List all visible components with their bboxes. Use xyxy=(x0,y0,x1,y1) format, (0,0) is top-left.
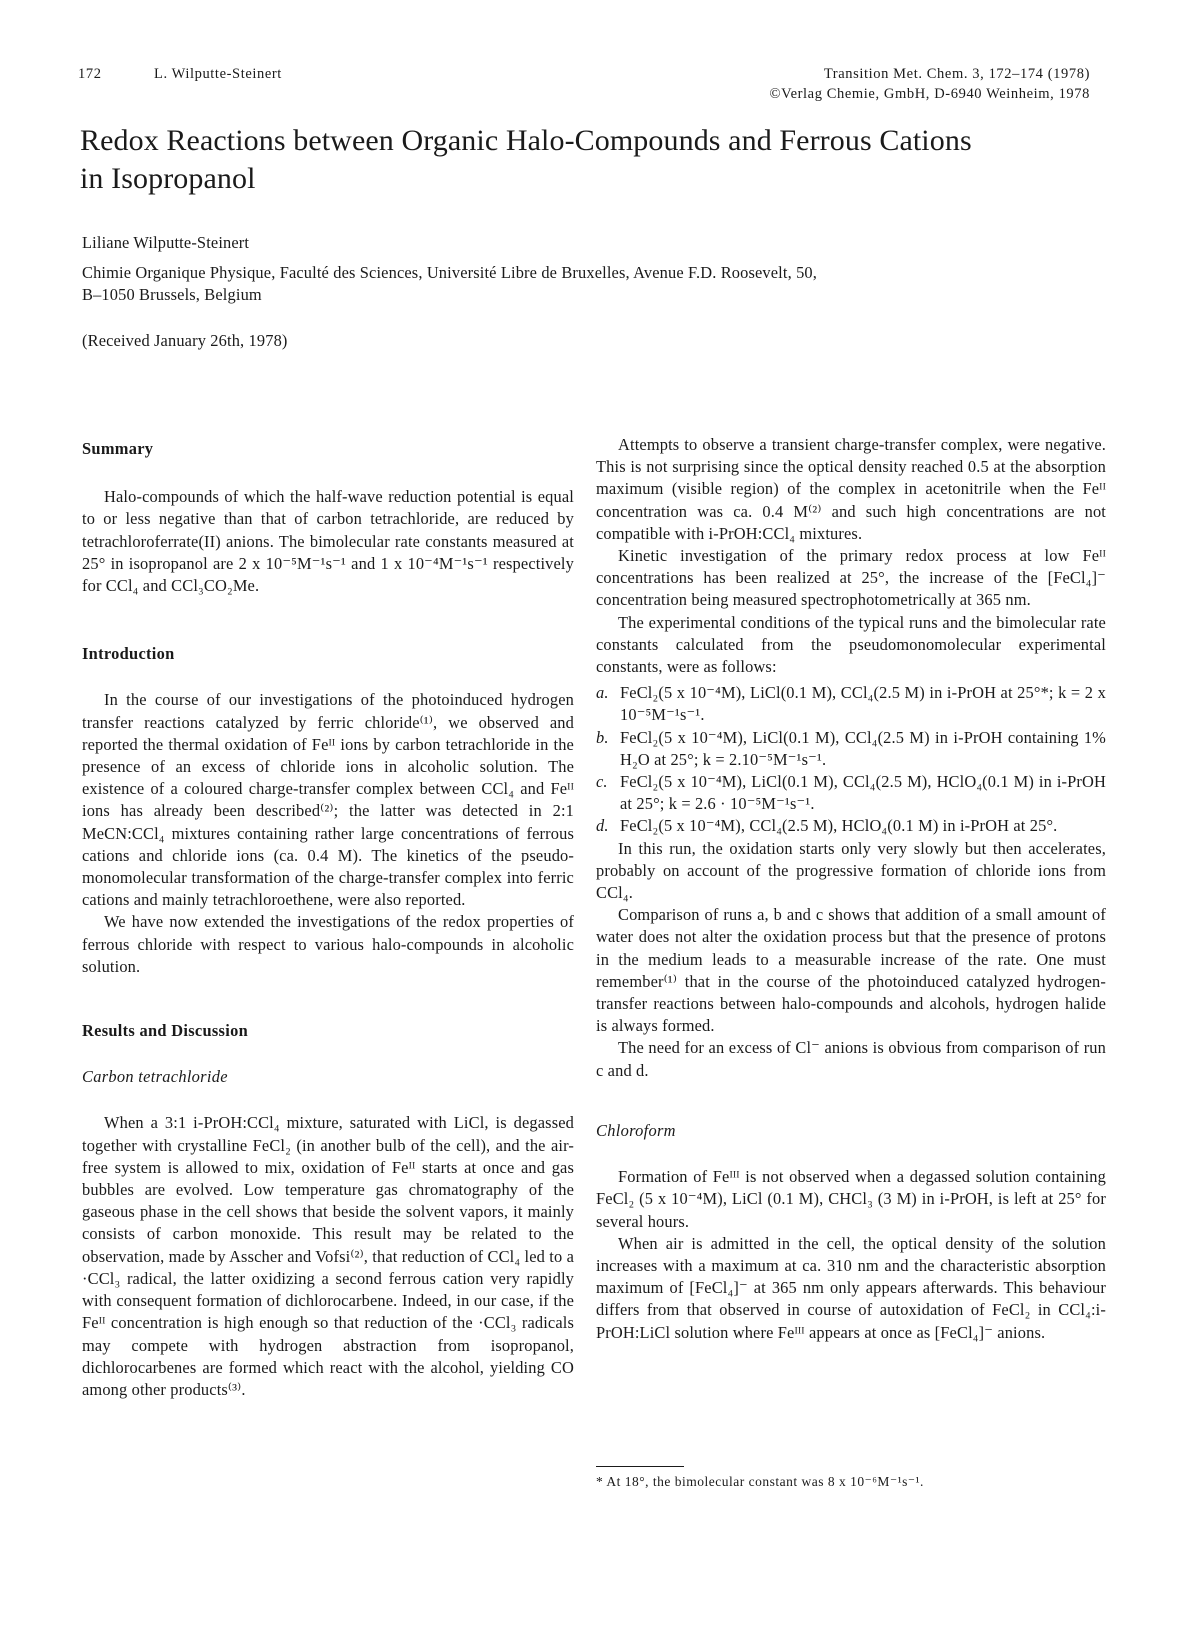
run-label: c. xyxy=(596,772,608,792)
affiliation xyxy=(82,262,1102,306)
title-line-1: Redox Reactions between Organic Halo-Compounds and Ferrous Cations xyxy=(80,124,972,157)
title-line-2: in Isopropanol xyxy=(80,162,256,195)
summary-heading: Summary xyxy=(82,439,154,458)
journal-citation: Transition Met. Chem. 3, 172–174 (1978) xyxy=(823,66,1090,82)
right-paragraph-5: Comparison of runs a, b and c shows that addition of a small amount of water does not alter the oxidation process but that the presence of protons in the medium leads to a measurable increase of the rate. One must remember⁽¹⁾ that in the course of the photoinduced catalyzed hydrogen-transfer reactions between halo-compounds and alcohols, hydrogen halide is always formed. xyxy=(596,905,1106,1036)
right-paragraph-8: When air is admitted in the cell, the optical density of the solution increases with a maximum at ca. 310 nm and the characteristic absorption maximum of [FeCl₄]⁻ at 365 nm only appears afterwards. This behaviour differs from that observed in course of autoxidation of FeCl₂ in CCl₄:i-PrOH:LiCl solution where Feᴵᴵᴵ appears at once as [FeCl₄]⁻ anions. xyxy=(596,1233,1106,1342)
run-text: FeCl₂(5 x 10⁻⁴M), CCl₄(2.5 M), HClO₄(0.1 M) in i-PrOH at 25°. xyxy=(620,816,1058,836)
page-number: 172 xyxy=(78,66,102,82)
footnote: * At 18°, the bimolecular constant was 8 x 10⁻⁶M⁻¹s⁻¹. xyxy=(596,1474,924,1489)
introduction-heading: Introduction xyxy=(82,644,175,664)
results-paragraph-1: When a 3:1 i-PrOH:CCl₄ mixture, saturated with LiCl, is degassed together with crystalline FeCl₂ (in another bulb of the cell), and the air-free system is allowed to mix, oxidation of Feᴵᴵ starts at once and gas bubbles are evolved. Low temperature gas chromatography of the gaseous phase in the cell shows that beside the solvent vapors, it mainly consists of carbon monoxide. This result may be related to the observation, made by Asscher and Vofsi⁽²⁾, that reduction of CCl₄ led to a ·CCl₃ radical, the latter oxidizing a second ferrous cation very rapidly with consequent formation of dichlorocarbene. Indeed, in our case, if the Feᴵᴵ concentration is high enough so that reduction of the ·CCl₃ radicals may compete with hydrogen abstraction from isopropanol, dichlorocarbenes are formed which react with the alcohol, yielding CO among other products⁽³⁾. xyxy=(82,1113,574,1399)
run-label: b. xyxy=(596,727,609,747)
list-item xyxy=(596,682,1106,726)
right-paragraph-1: Attempts to observe a transient charge-transfer complex, were negative. This is not surprising since the optical density reached 0.5 at the absorption maximum (visible region) of the complex in acetonitrile when the Feᴵᴵ concentration was ca. 0.4 M⁽²⁾ and such high concentrations are not compatible with i-PrOH:CCl₄ mixtures. xyxy=(596,435,1106,543)
right-column xyxy=(596,434,1106,1344)
right-paragraph-6: The need for an excess of Cl⁻ anions is obvious from comparison of run c and d. xyxy=(596,1038,1106,1080)
chloroform-subheading: Chloroform xyxy=(596,1120,676,1140)
received-date: (Received January 26th, 1978) xyxy=(82,331,288,350)
run-text: FeCl₂(5 x 10⁻⁴M), LiCl(0.1 M), CCl₄(2.5 M) in i-PrOH containing 1% H₂O at 25°; k = 2.10⁻⁵M⁻¹s⁻¹. xyxy=(620,727,1106,769)
carbon-tetrachloride-subheading: Carbon tetrachloride xyxy=(82,1067,228,1087)
list-item xyxy=(596,727,1106,771)
right-paragraph-2: Kinetic investigation of the primary redox process at low Feᴵᴵ concentrations has been realized at 25°, the increase of the [FeCl₄]⁻ concentration being measured spectrophotometrically at 365 nm. xyxy=(596,546,1106,610)
run-text: FeCl₂(5 x 10⁻⁴M), LiCl(0.1 M), CCl₄(2.5 M) in i-PrOH at 25°*; k = 2 x 10⁻⁵M⁻¹s⁻¹. xyxy=(620,683,1106,725)
running-author: L. Wilputte-Steinert xyxy=(154,66,282,82)
run-label: a. xyxy=(596,683,609,703)
right-paragraph-3: The experimental conditions of the typical runs and the bimolecular rate constants calculated from the pseudomonomolecular experimental constants, were as follows: xyxy=(596,612,1106,677)
author-name: Liliane Wilputte-Steinert xyxy=(82,233,250,252)
introduction-paragraph-1: In the course of our investigations of the photoinduced hydrogen transfer reactions catalyzed by ferric chloride⁽¹⁾, we observed and reported the thermal oxidation of Feᴵᴵ ions by carbon tetrachloride in the presence of an excess of chloride ions in alcoholic solution. The existence of a coloured charge-transfer complex between CCl₄ and Feᴵᴵ ions has already been described⁽²⁾; the latter was detected in 2:1 MeCN:CCl₄ mixtures containing rather large concentrations of ferrous cations and chloride ions (ca. 0.4 M). The kinetics of the pseudo-monomolecular transformation of the charge-transfer complex into ferric cations and mainly tetrachloroethene, were also reported. xyxy=(82,690,574,910)
right-paragraph-4: In this run, the oxidation starts only very slowly but then accelerates, probably on account of the progressive formation of chloride ions from CCl₄. xyxy=(596,838,1106,903)
left-column xyxy=(82,438,574,1401)
list-item xyxy=(596,771,1106,815)
affiliation-line-2: B–1050 Brussels, Belgium xyxy=(82,285,262,305)
article-title xyxy=(80,122,1130,198)
run-label: d. xyxy=(596,816,609,836)
introduction-paragraph-2: We have now extended the investigations of the redox properties of ferrous chloride with respect to various halo-compounds in alcoholic solution. xyxy=(82,912,574,976)
affiliation-line-1: Chimie Organique Physique, Faculté des Sciences, Université Libre de Bruxelles, Avenue F.D. Roosevelt, 50, xyxy=(82,263,818,282)
list-item xyxy=(596,815,1106,837)
summary-text: Halo-compounds of which the half-wave reduction potential is equal to or less negative than that of carbon tetrachloride, are reduced by tetrachloroferrate(II) anions. The bimolecular rate constants measured at 25° in isopropanol are 2 x 10⁻⁵M⁻¹s⁻¹ and 1 x 10⁻⁴M⁻¹s⁻¹ respectively for CCl₄ and CCl₃CO₂Me. xyxy=(82,487,574,596)
publisher-line: ©Verlag Chemie, GmbH, D-6940 Weinheim, 1978 xyxy=(769,86,1090,102)
right-paragraph-7: Formation of Feᴵᴵᴵ is not observed when a degassed solution containing FeCl₂ (5 x 10⁻⁴M), LiCl (0.1 M), CHCl₃ (3 M) in i-PrOH, is left at 25° for several hours. xyxy=(596,1167,1106,1231)
results-heading: Results and Discussion xyxy=(82,1021,249,1041)
runs-list xyxy=(596,682,1106,837)
footnote-rule xyxy=(596,1466,684,1467)
run-text: FeCl₂(5 x 10⁻⁴M), LiCl(0.1 M), CCl₄(2.5 M), HClO₄(0.1 M) in i-PrOH at 25°; k = 2.6 · 10⁻⁵M⁻¹s⁻¹. xyxy=(620,772,1106,814)
